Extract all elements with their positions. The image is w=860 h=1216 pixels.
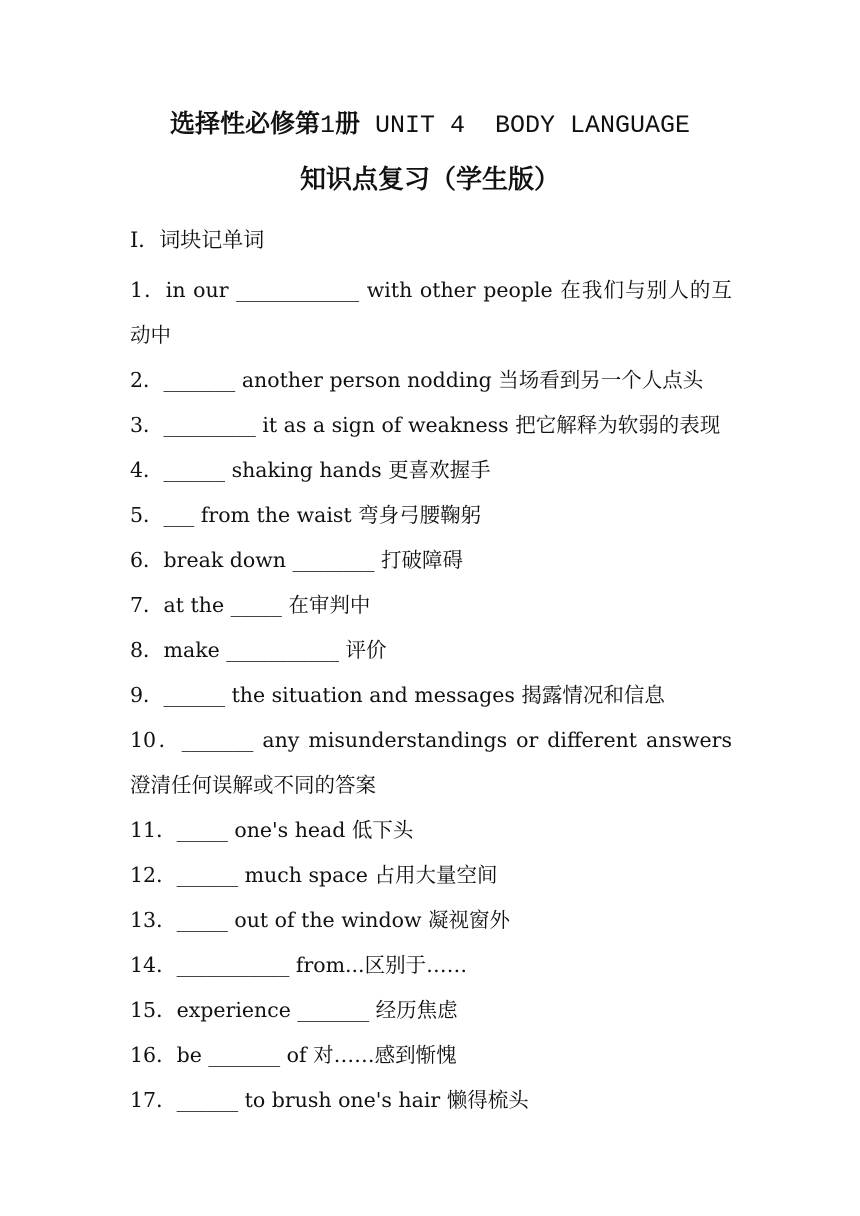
item-number: 14． — [130, 953, 177, 977]
item-text: ______ the situation and messages 揭露情况和信息 — [163, 683, 665, 707]
item-number: 11． — [130, 818, 177, 842]
item-text: _______ another person nodding 当场看到另一个人点头 — [163, 368, 704, 392]
item-text: break down ________ 打破障碍 — [163, 548, 464, 572]
title-cn-prefix: 选择性必修第 — [169, 109, 320, 138]
item-number: 1． — [130, 278, 166, 302]
title-volume-number: 1 — [319, 111, 335, 140]
list-item — [130, 988, 732, 1033]
list-item — [130, 403, 732, 448]
list-item — [130, 538, 732, 583]
list-item — [130, 268, 732, 358]
item-number: 15． — [130, 998, 177, 1022]
list-item — [130, 583, 732, 628]
item-text: ___ from the waist 弯身弓腰鞠躬 — [163, 503, 482, 527]
item-number: 16． — [130, 1043, 177, 1067]
section-heading: Ⅰ．词块记单词 — [130, 228, 265, 252]
item-number: 17． — [130, 1088, 177, 1112]
title-cn-mid: 册 — [334, 109, 360, 138]
item-text: be _______ of 对……感到惭愧 — [176, 1043, 457, 1067]
document-title — [0, 104, 860, 146]
document-subtitle: 知识点复习（学生版） — [299, 165, 560, 195]
list-item — [130, 628, 732, 673]
item-number: 4． — [130, 458, 164, 482]
item-number: 5． — [130, 503, 164, 527]
item-text: at the _____ 在审判中 — [163, 593, 371, 617]
item-text: ______ much space 占用大量空间 — [176, 863, 498, 887]
item-number: 3． — [130, 413, 164, 437]
item-text: ______ shaking hands 更喜欢握手 — [163, 458, 491, 482]
list-item — [130, 358, 732, 403]
item-text: ______ to brush one's hair 懒得梳头 — [176, 1088, 529, 1112]
item-text: experience _______ 经历焦虑 — [176, 998, 458, 1022]
list-item — [130, 1033, 732, 1078]
list-item — [130, 943, 732, 988]
item-text: ___________ from...区别于…… — [176, 953, 468, 977]
list-item — [130, 808, 732, 853]
item-number: 7． — [130, 593, 164, 617]
item-text: _____ one's head 低下头 — [176, 818, 414, 842]
vocabulary-list — [130, 268, 732, 1123]
item-number: 12． — [130, 863, 177, 887]
list-item — [130, 448, 732, 493]
item-text: _______ any misunderstandings or different answers 澄清任何误解或不同的答案 — [130, 728, 732, 797]
list-item — [130, 493, 732, 538]
item-number: 8． — [130, 638, 164, 662]
item-number: 6． — [130, 548, 164, 572]
list-item — [130, 718, 732, 808]
title-unit: UNIT 4 BODY LANGUAGE — [359, 111, 691, 140]
list-item — [130, 673, 732, 718]
list-item — [130, 1078, 732, 1123]
item-number: 13． — [130, 908, 177, 932]
item-text: make ___________ 评价 — [163, 638, 387, 662]
item-number: 10． — [130, 728, 182, 752]
item-number: 9． — [130, 683, 164, 707]
item-number: 2． — [130, 368, 164, 392]
list-item — [130, 853, 732, 898]
item-text: _________ it as a sign of weakness 把它解释为软弱的表现 — [163, 413, 721, 437]
item-text: in our ____________ with other people 在我们与别人的互动中 — [130, 278, 733, 347]
item-text: _____ out of the window 凝视窗外 — [176, 908, 511, 932]
list-item — [130, 898, 732, 943]
